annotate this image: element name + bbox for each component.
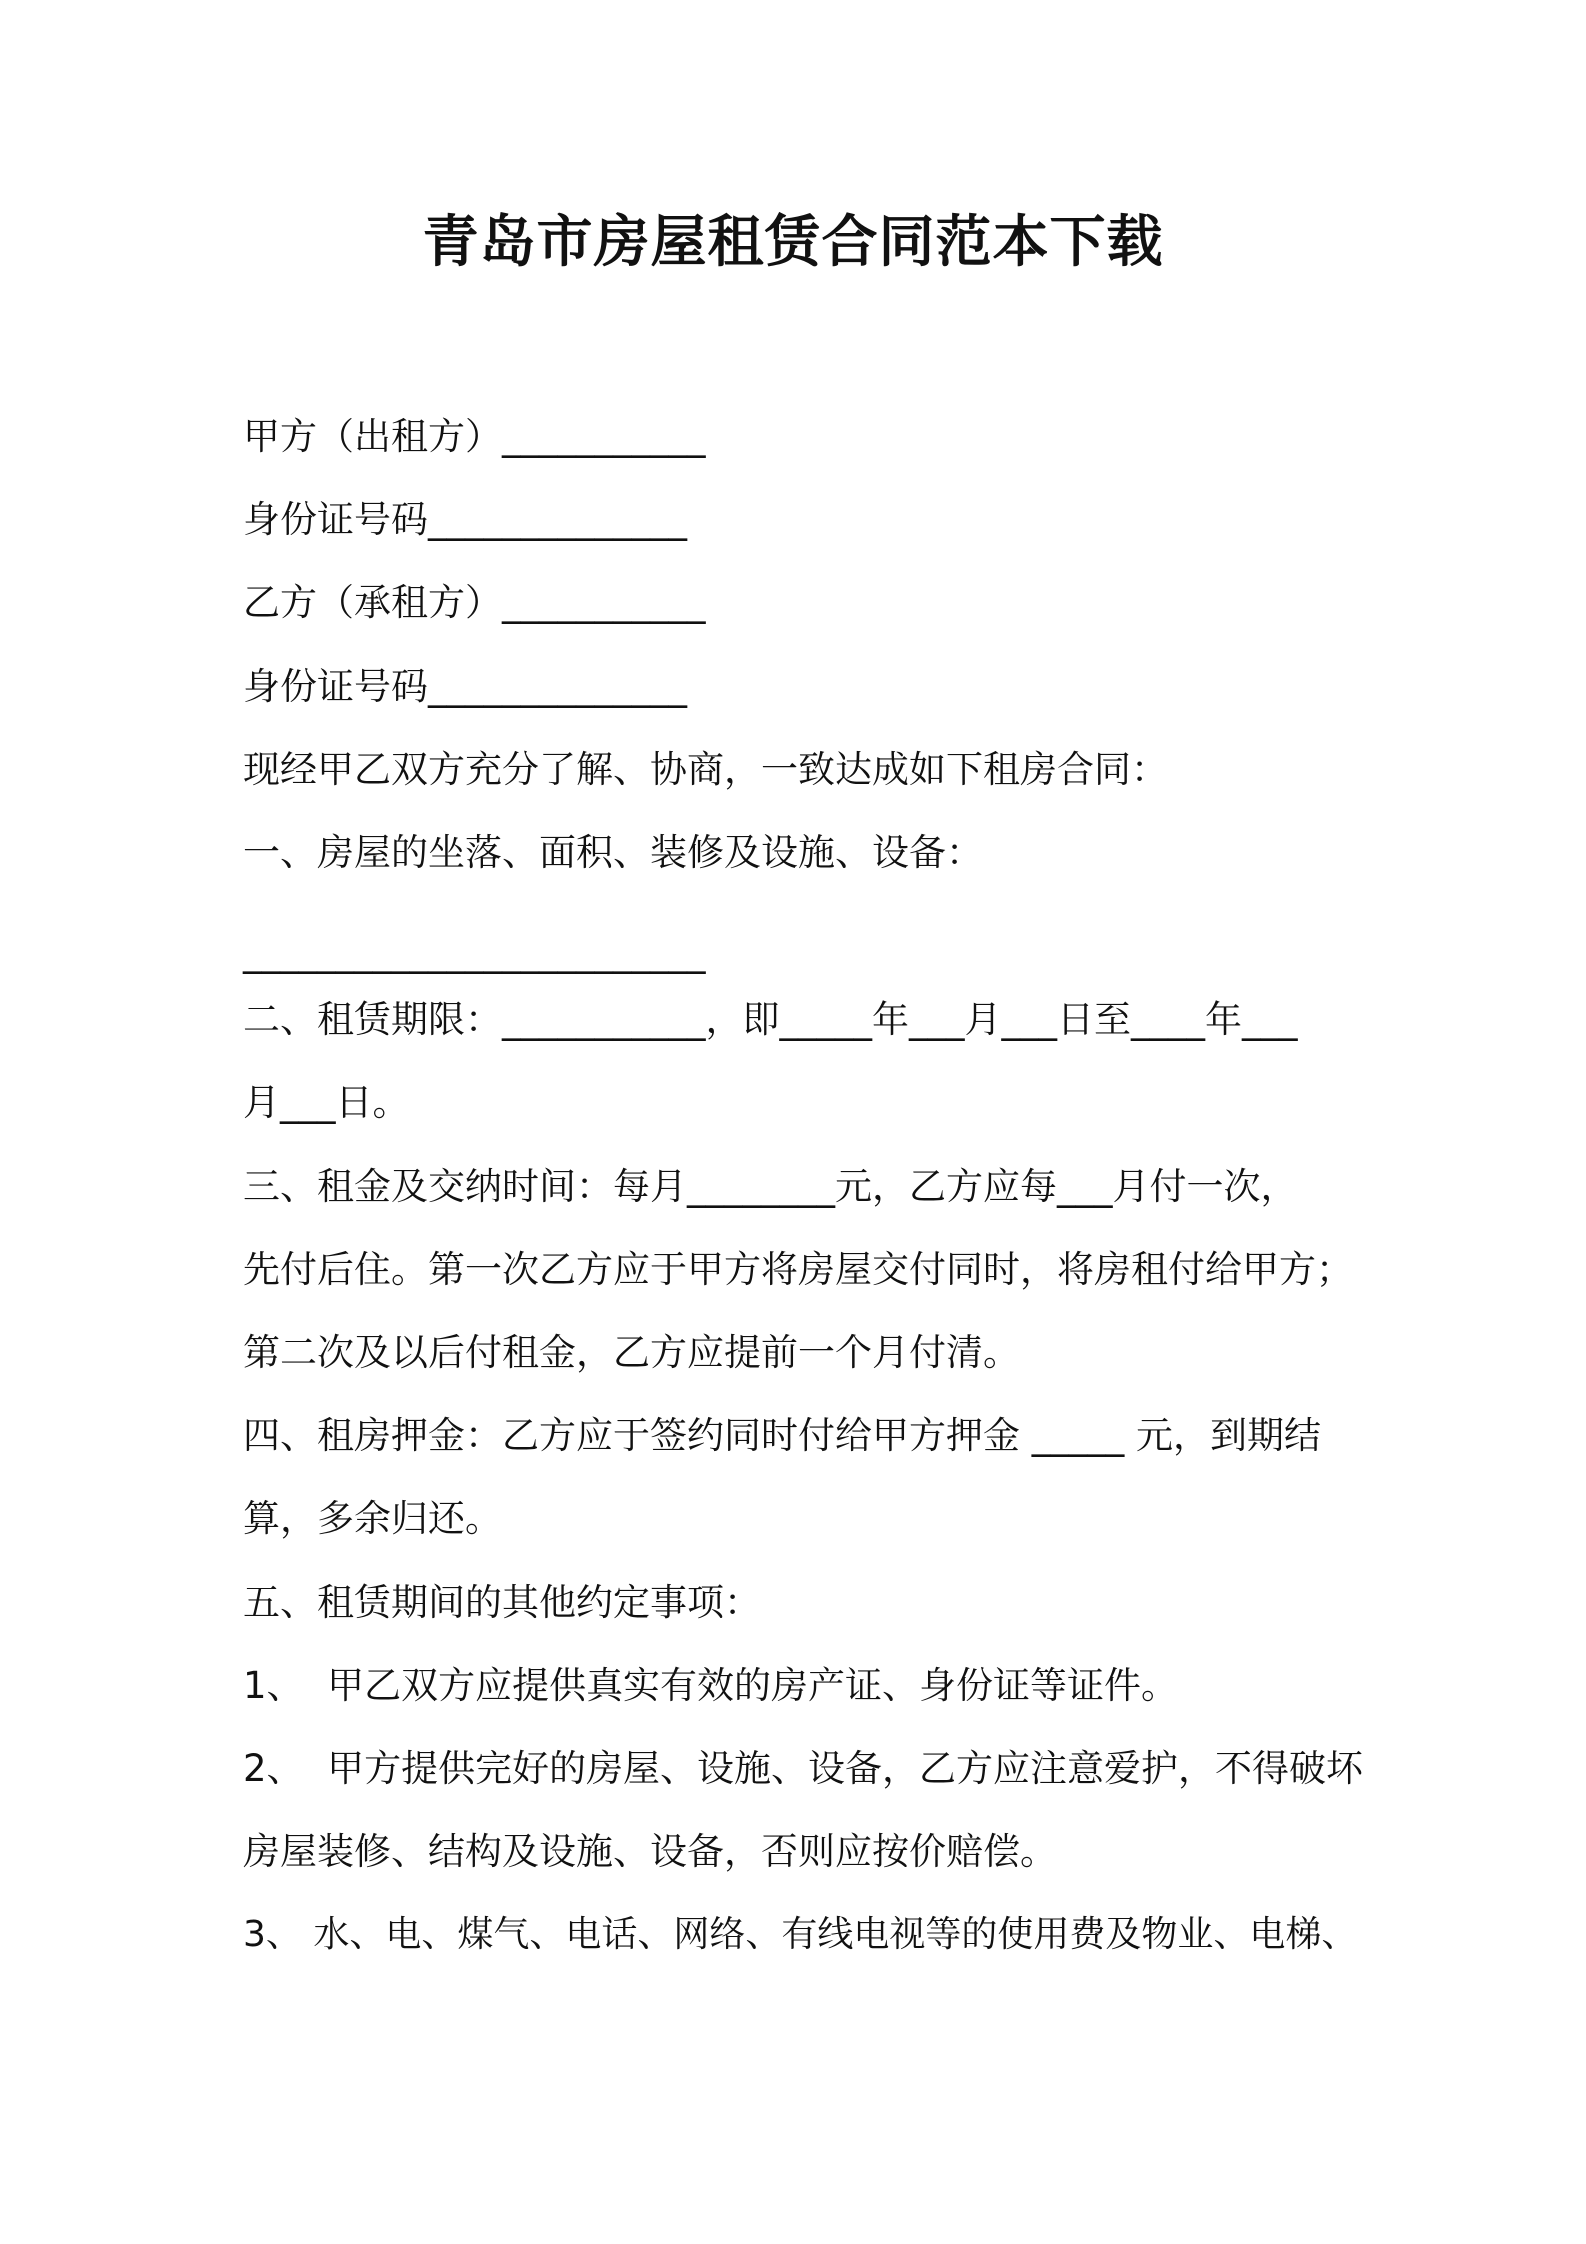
clause-2-line-1: 二、租赁期限：___________，即_____年___月___日至____年___ [243, 998, 1298, 1041]
clause-5-item-3-line-1: 3、 水、电、煤气、电话、网络、有线电视等的使用费及物业、电梯、 [243, 1914, 1358, 1955]
clause-3-line-3: 第二次及以后付租金，乙方应提前一个月付清。 [243, 1331, 1020, 1374]
clause-5-item-1: 1、 甲乙双方应提供真实有效的房产证、身份证等证件。 [243, 1664, 1179, 1707]
clause-5-heading: 五、租赁期间的其他约定事项： [243, 1581, 761, 1624]
preamble-line: 现经甲乙双方充分了解、协商，一致达成如下租房合同： [243, 748, 1168, 791]
party-b-id-line: 身份证号码______________ [243, 665, 687, 708]
clause-5-item-2-line-2: 房屋装修、结构及设施、设备，否则应按价赔偿。 [243, 1830, 1057, 1873]
clause-4-line-2: 算，多余归还。 [243, 1497, 502, 1540]
clause-2-line-2: 月___日。 [243, 1081, 410, 1124]
clause-5-item-2-line-1: 2、 甲方提供完好的房屋、设施、设备，乙方应注意爱护，不得破坏 [243, 1747, 1364, 1790]
clause-3-line-2: 先付后住。第一次乙方应于甲方将房屋交付同时，将房租付给甲方； [243, 1248, 1353, 1291]
clause-4-line-1: 四、租房押金：乙方应于签约同时付给甲方押金 _____ 元，到期结 [243, 1414, 1322, 1457]
clause-1-heading: 一、房屋的坐落、面积、装修及设施、设备： [243, 831, 983, 874]
clause-1-blank: _________________________ [243, 931, 706, 974]
party-a-line: 甲方（出租方）___________ [243, 415, 706, 458]
document-title: 青岛市房屋租赁合同范本下载 [422, 210, 1164, 275]
party-a-id-line: 身份证号码______________ [243, 498, 687, 541]
party-b-line: 乙方（承租方）___________ [243, 581, 706, 624]
clause-3-line-1: 三、租金及交纳时间：每月________元，乙方应每___月付一次， [243, 1165, 1298, 1208]
